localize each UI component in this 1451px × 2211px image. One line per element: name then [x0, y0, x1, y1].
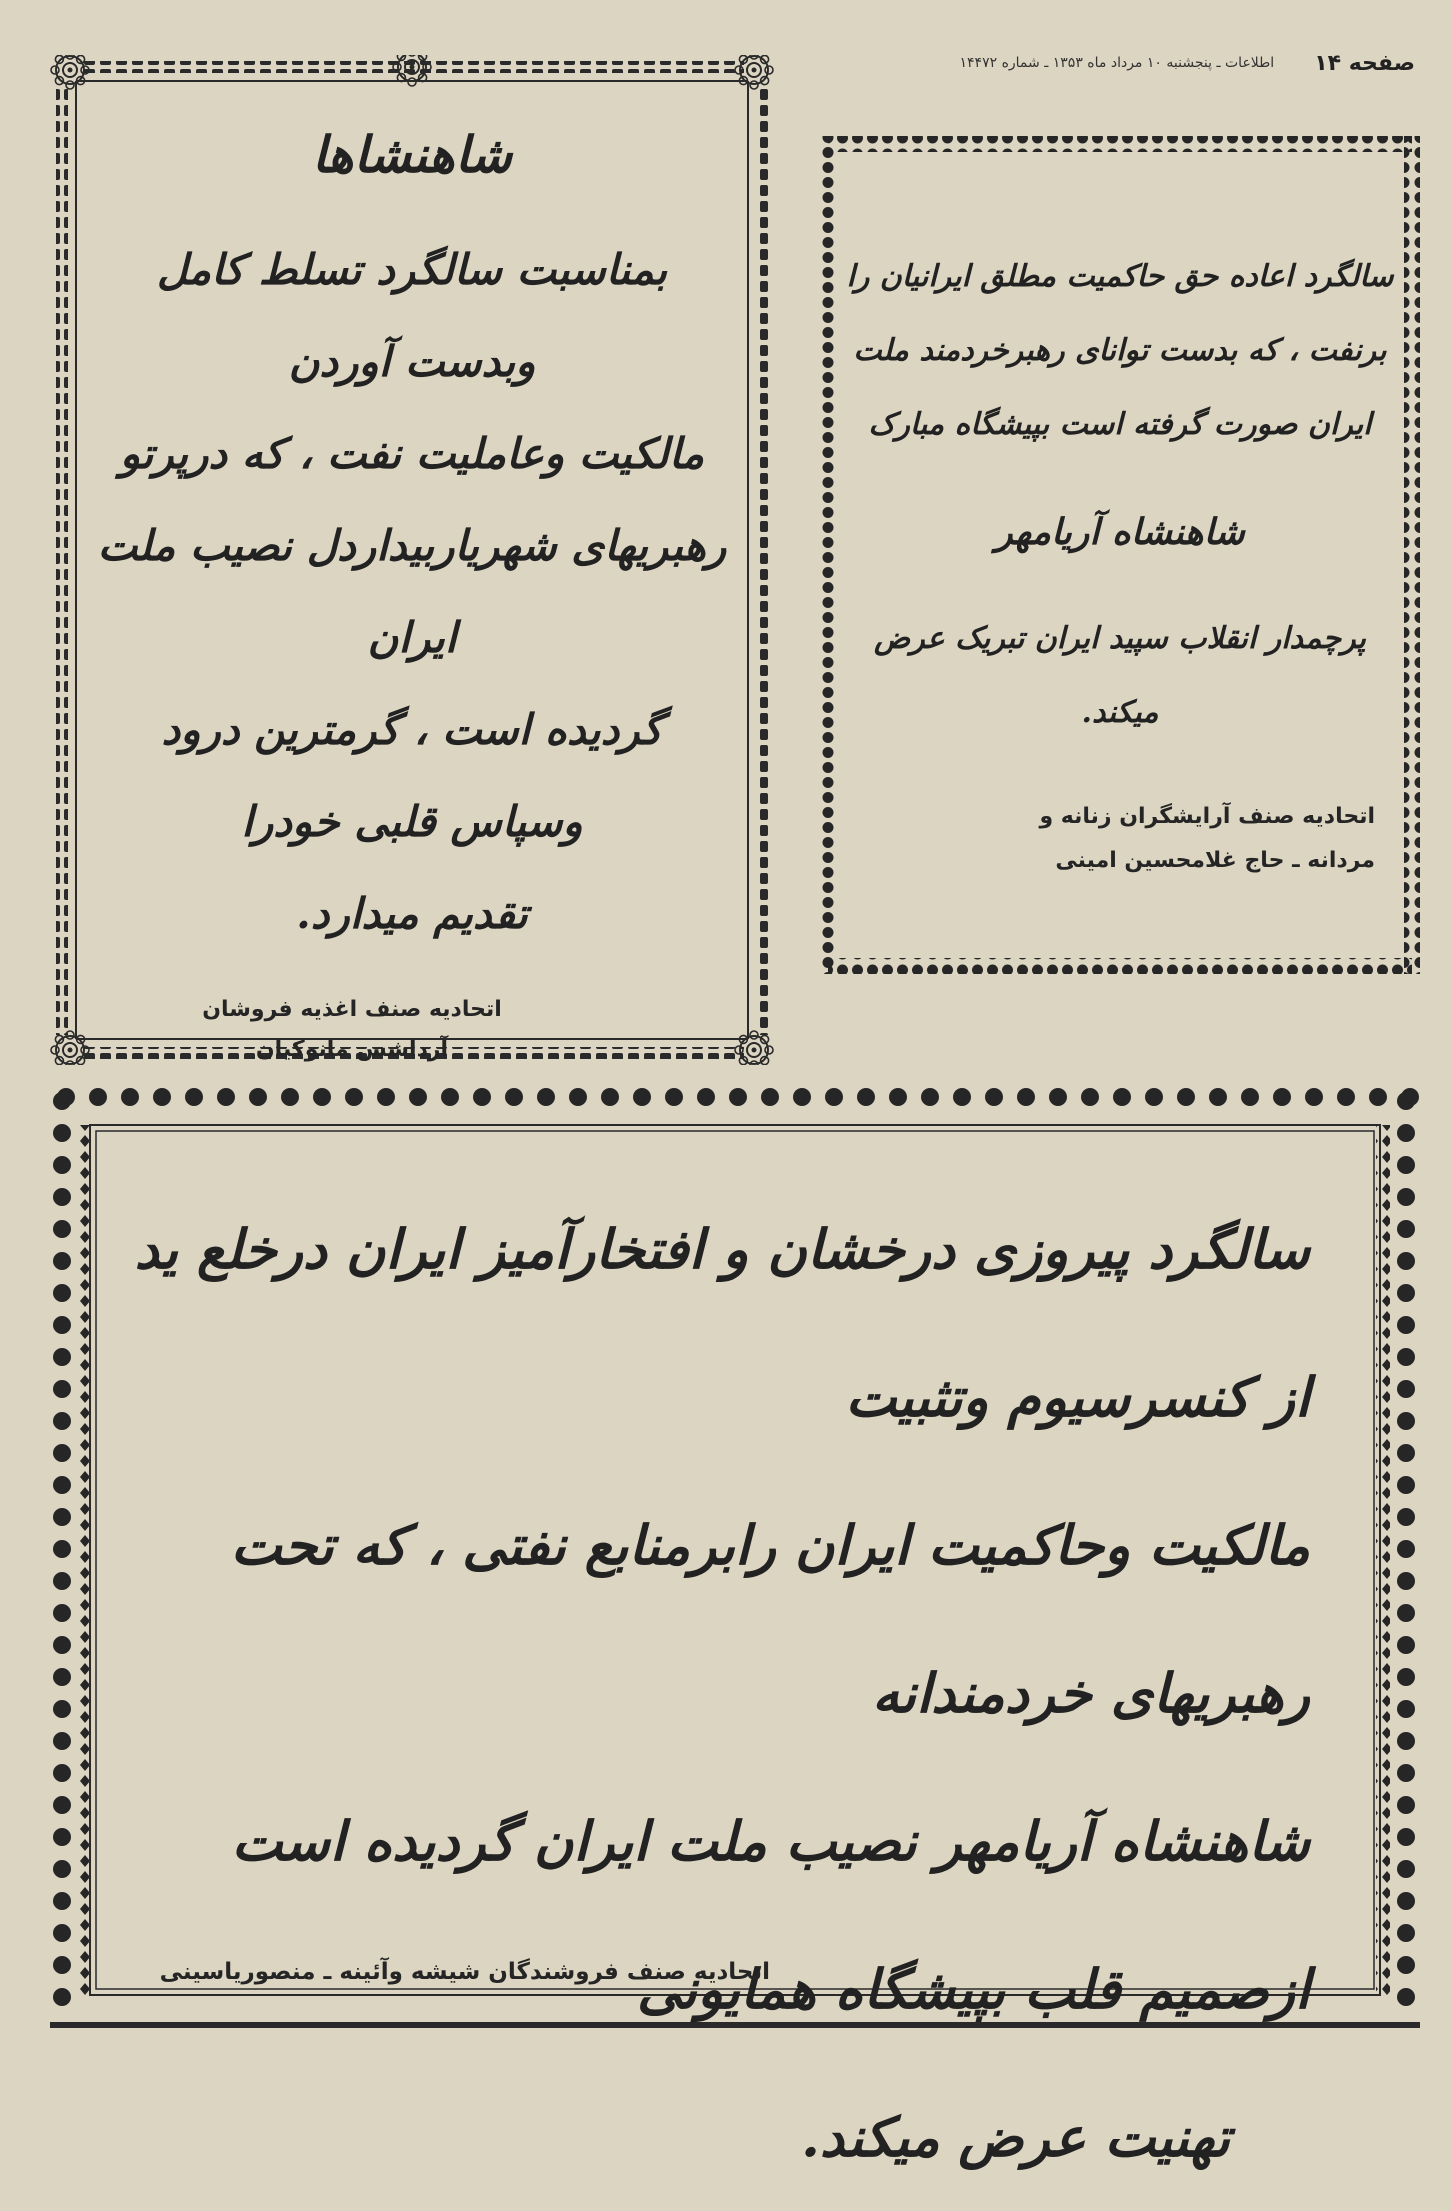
ad-line: ایران صورت گرفته است بپیشگاه مبارک	[868, 407, 1372, 442]
ad-line: تهنیت عرض میکند.	[801, 2105, 1230, 2169]
ad-line: سالگرد پیروزی درخشان و افتخارآمیز ایران درخلع ید از کنسرسیوم وتثبیت	[134, 1217, 1310, 1429]
ad-title: شاهنشاه آریامهر	[995, 511, 1245, 553]
ad-title: شاهنشاها	[311, 125, 513, 184]
ad-line: برنفت ، که بدست توانای رهبرخردمند ملت	[853, 333, 1387, 368]
ad-line: سالگرد اعاده حق حاکمیت مطلق ایرانیان را	[846, 259, 1394, 294]
ad-top-left	[50, 55, 774, 1065]
ad-top-right-body	[845, 240, 1395, 950]
ad-line: گردیده است ، گرمترین درود وسپاس قلبی خودرا	[161, 705, 663, 846]
ad-bottom	[50, 1085, 1420, 2169]
ad-line: مالکیت وعاملیت نفت ، که درپرتو	[119, 429, 705, 478]
ad-signature	[845, 795, 1395, 883]
ad-signature: اتحادیه صنف فروشندگان شیشه وآئینه ـ منصوریاسینی	[159, 1959, 770, 1985]
signature-line: اتحادیه صنف آرایشگران زنانه و	[1039, 804, 1375, 829]
ad-top-left-body	[90, 125, 734, 1062]
ad-bottom-body	[120, 1175, 1350, 2169]
ad-top-right	[820, 130, 1420, 980]
signature-line: مردانه ـ حاج غلامحسین امینی	[1055, 848, 1375, 873]
ad-line: شاهنشاه آریامهر نصیب ملت ایران گردیده است ازصمیم قلب بپیشگاه همایونی	[231, 1809, 1310, 2021]
signature-line: اتحادیه صنف اغذیه فروشان	[202, 997, 502, 1022]
dateline: اطلاعات ـ پنجشنبه ۱۰ مرداد ماه ۱۳۵۳ ـ شماره ۱۴۴۷۲	[959, 55, 1275, 71]
ad-line: رهبریهای شهریاربیداردل نصیب ملت ایران	[97, 521, 727, 662]
page-number: صفحه ۱۴	[1314, 50, 1415, 76]
signature-line: آرداشس مانوکیان	[255, 1037, 449, 1062]
ad-line: تقدیم میدارد.	[296, 889, 528, 938]
ad-line: مالکیت وحاکمیت ایران رابرمنابع نفتی ، که تحت رهبریهای خردمندانه	[230, 1513, 1310, 1725]
ad-closing: پرچمدار انقلاب سپید ایران تبریک عرض میکند.	[873, 621, 1367, 730]
masthead	[860, 48, 1415, 78]
ad-signature	[90, 990, 734, 1070]
ad-line: بمناسبت سالگرد تسلط کامل وبدست آوردن	[156, 245, 668, 386]
